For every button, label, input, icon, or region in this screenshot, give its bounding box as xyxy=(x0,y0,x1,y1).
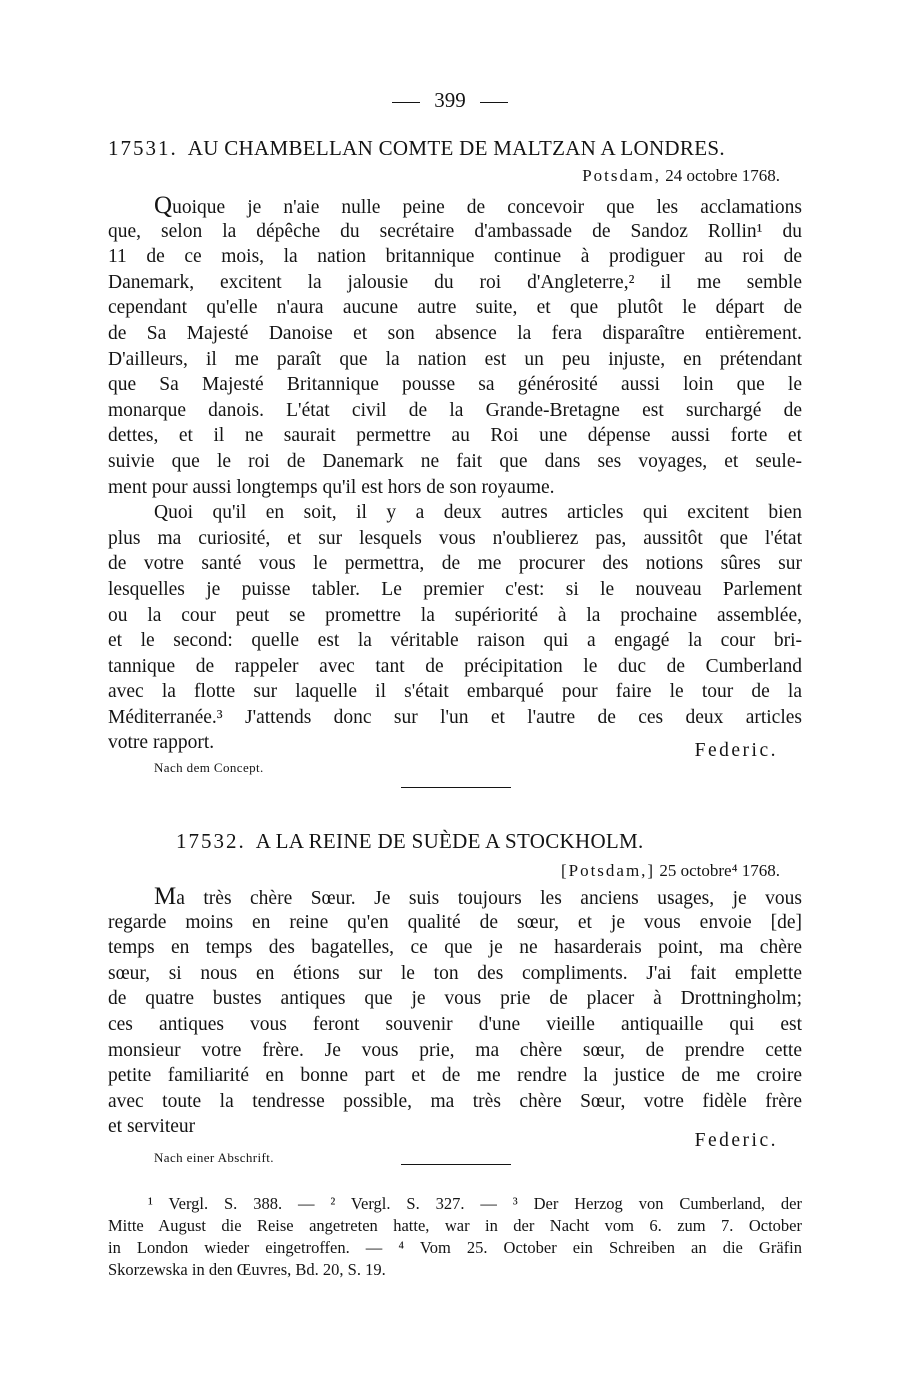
text-line: lesquelles je puisse tabler. Le premier c'est: si le nouveau Parlement xyxy=(108,578,802,600)
letter-2-date: 25 octobre⁴ 1768. xyxy=(659,861,780,880)
footnote-line: ¹ Vergl. S. 388. — ² Vergl. S. 327. — ³ Der Herzog von Cumberland, der xyxy=(148,1194,802,1213)
letter-1-number: 17531. xyxy=(108,136,178,160)
footnote-line: Mitte August die Reise angetreten hatte, war in der Nacht vom 6. zum 7. October xyxy=(108,1216,802,1235)
text-line: Quoi qu'il en soit, il y a deux autres articles qui excitent bien xyxy=(154,502,802,524)
text-line: plus ma curiosité, et sur lesquels vous n'oublierez pas, aussitôt que l'état xyxy=(108,527,802,549)
section-divider xyxy=(401,787,511,788)
text-line: de votre santé vous le permettra, de me procurer des notions sûres sur xyxy=(108,553,802,575)
text-line: que Sa Majesté Britannique pousse sa générosité aussi loin que le xyxy=(108,374,802,396)
letter-2-heading xyxy=(176,829,644,854)
text-line: sœur, si nous en étions sur le ton des compliments. J'ai fait emplette xyxy=(108,962,802,984)
text-line: votre rapport. xyxy=(108,732,215,754)
letter-2-number: 17532. xyxy=(176,829,246,853)
text-line: 11 de ce mois, la nation britannique continue à prodiguer au roi de xyxy=(108,246,802,268)
footnotes xyxy=(108,1193,802,1281)
text-line: regarde moins en reine qu'en qualité de sœur, et je vous envoie [de] xyxy=(108,911,802,933)
text-line: avec toute la tendresse possible, ma très chère Sœur, votre fidèle frère xyxy=(108,1090,802,1112)
text-line: D'ailleurs, il me paraît que la nation est un peu injuste, en prétendant xyxy=(108,348,802,370)
page-number: 399 xyxy=(0,88,900,113)
letter-1-dateline xyxy=(582,166,780,186)
text-line: monsieur votre frère. Je vous prie, ma chère sœur, de prendre cette xyxy=(108,1039,802,1061)
text-line: petite familiarité en bonne part et de me rendre la justice de me croire xyxy=(108,1065,802,1087)
text-line: de Sa Majesté Danoise et son absence la fera disparaître entièrement. xyxy=(108,322,802,344)
text-line: Méditerranée.³ J'attends donc sur l'un et l'autre de ces deux articles xyxy=(108,706,802,728)
text-line: temps en temps des bagatelles, ce que je ne hasarderais point, ma chère xyxy=(108,937,802,959)
footnote-line: Skorzewska in den Œuvres, Bd. 20, S. 19. xyxy=(108,1260,386,1279)
drop-capital: M xyxy=(154,883,177,910)
text-line: tannique de rappeler avec tant de précipitation le duc de Cumberland xyxy=(108,655,802,677)
text-line: dettes, et il ne saurait permettre au Roi une dépense aussi forte et xyxy=(108,425,802,447)
text-line: suivie que le roi de Danemark ne fait que dans ses voyages, et seule- xyxy=(108,450,802,472)
letter-1-body xyxy=(108,193,802,756)
text-line: Danemark, excitent la jalousie du roi d'Angleterre,² il me semble xyxy=(108,271,802,293)
text-line: avec la flotte sur laquelle il s'était embarqué pour faire le tour de la xyxy=(108,681,802,703)
letter-1-heading xyxy=(108,136,725,161)
text-line: que, selon la dépêche du secrétaire d'ambassade de Sandoz Rollin¹ du xyxy=(108,220,802,242)
text-line: monarque danois. L'état civil de la Grande-Bretagne est surchargé de xyxy=(108,399,802,421)
drop-capital: Q xyxy=(154,192,173,219)
text-line: ou la cour peut se promettre la supériorité à la prochaine assemblée, xyxy=(108,604,802,626)
letter-2-signature: Federic. xyxy=(694,1130,778,1151)
footnote-divider xyxy=(401,1164,511,1165)
text-line: cependant qu'elle n'aura aucune autre suite, et que plutôt le départ de xyxy=(108,297,802,319)
letter-2-body xyxy=(108,884,802,1140)
letter-1-date: 24 octobre 1768. xyxy=(665,166,780,185)
text-line: Quoique je n'aie nulle peine de concevoir que les acclamations xyxy=(154,192,802,219)
letter-2-title: A LA REINE DE SUÈDE A STOCKHOLM. xyxy=(255,829,644,853)
letter-2-place: [Potsdam,] xyxy=(560,861,656,880)
text-line: Ma très chère Sœur. Je suis toujours les anciens usages, je vous xyxy=(154,883,802,910)
letter-1-place: Potsdam, xyxy=(582,166,662,185)
text-line: ces antiques vous feront souvenir d'une vieille antiquaille qui est xyxy=(108,1013,802,1035)
text-line: et le second: quelle est la véritable raison qui a engagé la cour bri- xyxy=(108,630,802,652)
text-line: de quatre bustes antiques que je vous prie de placer à Drottningholm; xyxy=(108,988,802,1010)
letter-1-title: AU CHAMBELLAN COMTE DE MALTZAN A LONDRES. xyxy=(187,136,725,160)
letter-1-source: Nach dem Concept. xyxy=(154,760,264,775)
letter-2-dateline xyxy=(561,861,780,881)
page-number-dash-left xyxy=(392,102,420,103)
page-number-dash-right xyxy=(480,102,508,103)
letter-1-signature: Federic. xyxy=(694,740,778,761)
footnote-line: in London wieder eingetroffen. — ⁴ Vom 25. October ein Schreiben an die Gräfin xyxy=(108,1238,802,1257)
text-line: ment pour aussi longtemps qu'il est hors de son royaume. xyxy=(108,476,555,498)
letter-2-source: Nach einer Abschrift. xyxy=(154,1150,274,1165)
text-line: et serviteur xyxy=(108,1116,196,1138)
